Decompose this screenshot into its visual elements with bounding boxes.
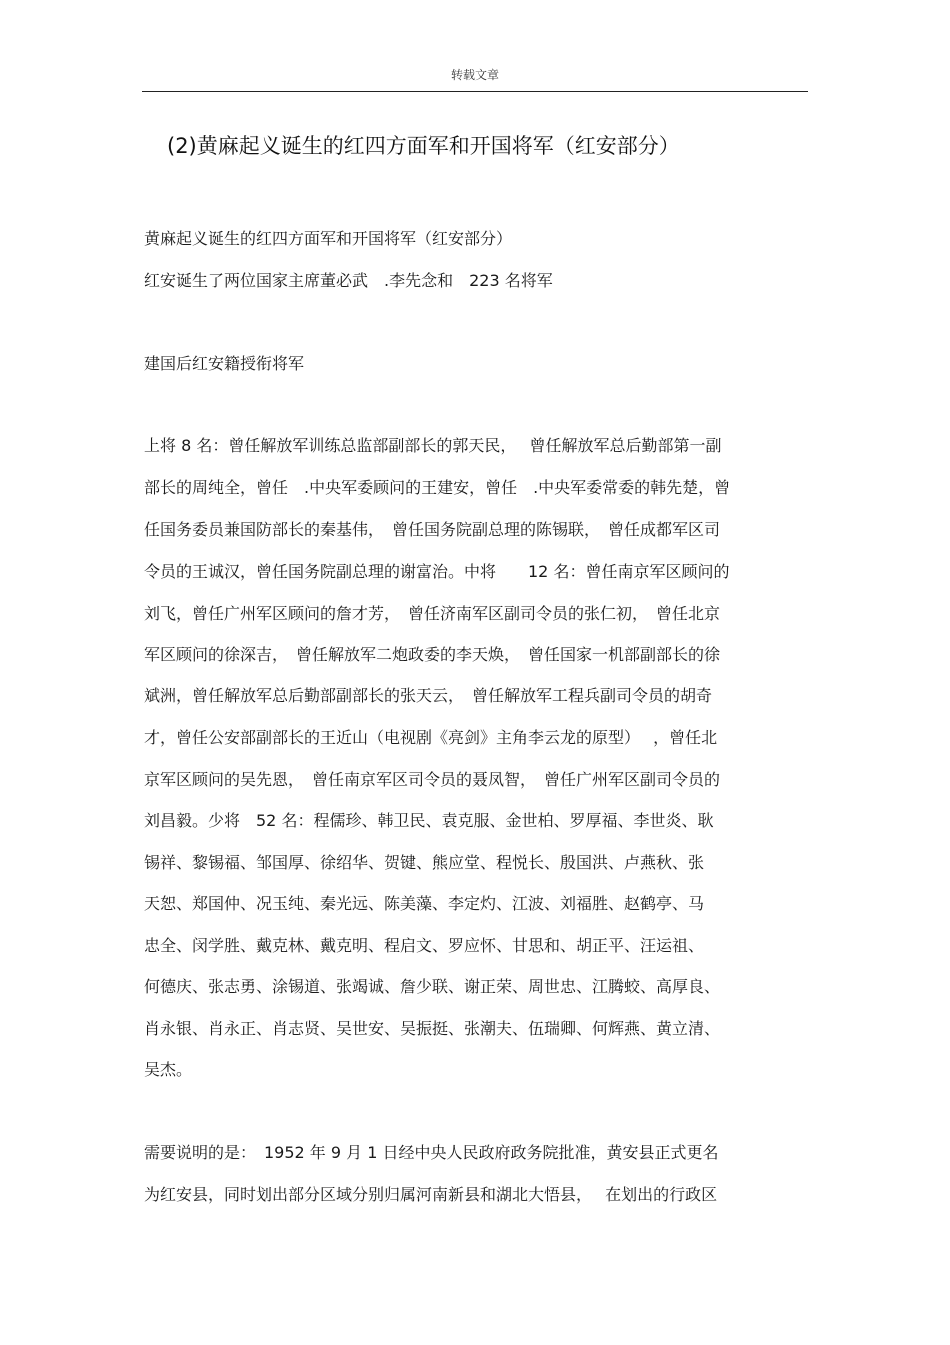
body-line: 部长的周纯全，曾任 .中央军委顾问的王建安，曾任 .中央军委常委的韩先楚，曾 — [144, 478, 731, 497]
body-line: 刘昌毅。少将 52 名：程儒珍、韩卫民、袁克服、金世柏、罗厚福、李世炎、耿 — [144, 811, 714, 830]
body-line: 才，曾任公安部副部长的王近山（电视剧《亮剑》主角李云龙的原型） ，曾任北 — [144, 728, 718, 747]
body-line: 京军区顾问的吴先恩， 曾任南京军区司令员的聂凤智， 曾任广州军区副司令员的 — [144, 770, 721, 789]
page-header: 转载文章 — [450, 68, 499, 82]
body-line: 吴杰。 — [144, 1060, 193, 1079]
body-line: 忠全、闵学胜、戴克林、戴克明、程启文、罗应怀、甘思和、胡正平、汪运祖、 — [144, 936, 705, 955]
body-line: 任国务委员兼国防部长的秦基伟， 曾任国务院副总理的陈锡联， 曾任成都军区司 — [144, 520, 721, 539]
note-line: 为红安县，同时划出部分区域分别归属河南新县和湖北大悟县， 在划出的行政区 — [144, 1185, 718, 1204]
intro-line-1: 黄麻起义诞生的红四方面军和开国将军（红安部分） — [144, 229, 513, 248]
body-line: 肖永银、肖永正、肖志贤、吴世安、吴振挺、张潮夫、伍瑞卿、何辉燕、黄立清、 — [144, 1019, 721, 1038]
body-line: 斌洲，曾任解放军总后勤部副部长的张天云， 曾任解放军工程兵副司令员的胡奇 — [144, 686, 713, 705]
body-line: 刘飞，曾任广州军区顾问的詹才芳， 曾任济南军区副司令员的张仁初， 曾任北京 — [144, 604, 721, 623]
body-line: 军区顾问的徐深吉， 曾任解放军二炮政委的李天焕， 曾任国家一机部副部长的徐 — [144, 645, 721, 664]
body-line: 令员的王诚汉，曾任国务院副总理的谢富治。中将 12 名：曾任南京军区顾问的 — [144, 562, 730, 581]
section-heading: 建国后红安籍授衔将军 — [144, 354, 305, 373]
body-line: 锡祥、黎锡福、邹国厚、徐绍华、贺键、熊应堂、程悦长、殷国洪、卢燕秋、张 — [144, 853, 705, 872]
intro-line-2: 红安诞生了两位国家主席董必武 .李先念和 223 名将军 — [144, 271, 553, 290]
note-line: 需要说明的是： 1952 年 9 月 1 日经中央人民政府政务院批准，黄安县正式更名 — [144, 1143, 719, 1162]
body-line: 天恕、郑国仲、况玉纯、秦光远、陈美藻、李定灼、江波、刘福胜、赵鹤亭、马 — [144, 894, 705, 913]
article-title: (2)黄麻起义诞生的红四方面军和开国将军（红安部分） — [167, 134, 680, 158]
body-line: 何德庆、张志勇、涂锡道、张竭诚、詹少联、谢正荣、周世忠、江腾蛟、高厚良、 — [144, 977, 721, 996]
header-divider — [142, 91, 808, 92]
body-line: 上将 8 名：曾任解放军训练总监部副部长的郭天民， 曾任解放军总后勤部第一副 — [144, 436, 722, 455]
